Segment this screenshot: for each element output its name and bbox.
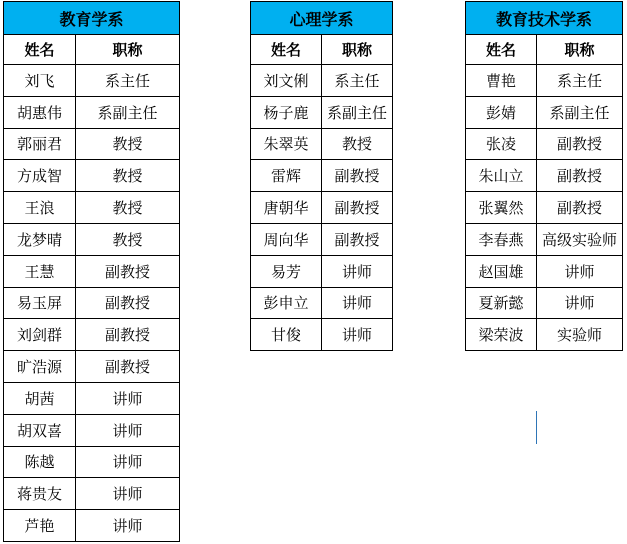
table-row <box>4 128 180 160</box>
cell-title[interactable]: 教授 <box>322 128 393 160</box>
cell-name[interactable]: 胡双喜 <box>4 414 76 446</box>
cell-title[interactable]: 副教授 <box>322 160 393 192</box>
table-row <box>251 287 393 319</box>
table-row <box>466 287 623 319</box>
table-row <box>4 160 180 192</box>
table-row <box>466 255 623 287</box>
cell-name[interactable]: 易芳 <box>251 255 322 287</box>
cell-name[interactable]: 赵国雄 <box>466 255 537 287</box>
cell-name[interactable]: 曹艳 <box>466 65 537 97</box>
cell-title[interactable]: 副教授 <box>76 255 180 287</box>
dept-title: 心理学系 <box>251 2 393 35</box>
table-row <box>466 319 623 351</box>
table-row <box>4 65 180 97</box>
table-row <box>4 96 180 128</box>
cell-name[interactable]: 李春燕 <box>466 223 537 255</box>
cell-title[interactable]: 副教授 <box>537 192 623 224</box>
cell-name[interactable]: 旷浩源 <box>4 351 76 383</box>
cell-name[interactable]: 杨子鹿 <box>251 96 322 128</box>
cell-title[interactable]: 讲师 <box>76 382 180 414</box>
column-header-title: 职称 <box>322 35 393 65</box>
cell-name[interactable]: 周向华 <box>251 223 322 255</box>
cell-name[interactable]: 刘剑群 <box>4 319 76 351</box>
cell-title[interactable]: 讲师 <box>322 319 393 351</box>
cell-name[interactable]: 雷辉 <box>251 160 322 192</box>
cell-title[interactable]: 副教授 <box>76 287 180 319</box>
cell-title[interactable]: 教授 <box>76 160 180 192</box>
cell-title[interactable]: 系主任 <box>537 65 623 97</box>
cell-name[interactable]: 彭婧 <box>466 96 537 128</box>
cell-name[interactable]: 易玉屏 <box>4 287 76 319</box>
cell-title[interactable]: 教授 <box>76 192 180 224</box>
table-row <box>4 192 180 224</box>
column-header-name: 姓名 <box>4 35 76 65</box>
dept-title: 教育学系 <box>4 2 180 35</box>
cell-title[interactable]: 讲师 <box>76 478 180 510</box>
cell-name[interactable]: 彭申立 <box>251 287 322 319</box>
table-row <box>251 96 393 128</box>
cell-name[interactable]: 胡惠伟 <box>4 96 76 128</box>
cell-title[interactable]: 讲师 <box>76 510 180 542</box>
table-edtech-dept <box>465 1 623 351</box>
cell-name[interactable]: 梁荣波 <box>466 319 537 351</box>
table-row <box>251 128 393 160</box>
table-row <box>466 160 623 192</box>
cell-title[interactable]: 讲师 <box>537 255 623 287</box>
cell-title[interactable]: 系副主任 <box>537 96 623 128</box>
table-row <box>251 160 393 192</box>
cell-name[interactable]: 郭丽君 <box>4 128 76 160</box>
column-header-name: 姓名 <box>466 35 537 65</box>
cell-title[interactable]: 讲师 <box>322 287 393 319</box>
table-row <box>251 319 393 351</box>
cell-title[interactable]: 教授 <box>76 128 180 160</box>
cell-title[interactable]: 讲师 <box>537 287 623 319</box>
cell-title[interactable]: 副教授 <box>537 160 623 192</box>
cell-name[interactable]: 刘飞 <box>4 65 76 97</box>
cell-name[interactable]: 胡茜 <box>4 382 76 414</box>
cell-title[interactable]: 讲师 <box>76 446 180 478</box>
table-row <box>4 414 180 446</box>
table-psychology-dept <box>250 1 393 351</box>
table-row <box>4 446 180 478</box>
cell-title[interactable]: 教授 <box>76 223 180 255</box>
cell-title[interactable]: 讲师 <box>76 414 180 446</box>
table-row <box>466 128 623 160</box>
table-row <box>251 255 393 287</box>
cell-title[interactable]: 讲师 <box>322 255 393 287</box>
table-row <box>4 223 180 255</box>
cell-name[interactable]: 龙梦晴 <box>4 223 76 255</box>
table-row <box>466 192 623 224</box>
cell-title[interactable]: 副教授 <box>322 223 393 255</box>
cell-name[interactable]: 刘文俐 <box>251 65 322 97</box>
cell-name[interactable]: 蒋贵友 <box>4 478 76 510</box>
cell-name[interactable]: 夏新懿 <box>466 287 537 319</box>
cell-name[interactable]: 朱山立 <box>466 160 537 192</box>
table-row <box>4 510 180 542</box>
cell-name[interactable]: 方成智 <box>4 160 76 192</box>
table-row <box>251 223 393 255</box>
table-row <box>4 319 180 351</box>
cell-name[interactable]: 张翼然 <box>466 192 537 224</box>
table-row <box>251 192 393 224</box>
cell-title[interactable]: 高级实验师 <box>537 223 623 255</box>
column-header-title: 职称 <box>76 35 180 65</box>
cell-title[interactable]: 副教授 <box>322 192 393 224</box>
cell-name[interactable]: 芦艳 <box>4 510 76 542</box>
cell-name[interactable]: 张凌 <box>466 128 537 160</box>
table-row <box>4 478 180 510</box>
cell-title[interactable]: 副教授 <box>537 128 623 160</box>
table-education-dept <box>3 1 180 542</box>
dept-title: 教育技术学系 <box>466 2 623 35</box>
cell-title[interactable]: 副教授 <box>76 351 180 383</box>
cell-title[interactable]: 系副主任 <box>322 96 393 128</box>
column-header-title: 职称 <box>537 35 623 65</box>
cell-title[interactable]: 副教授 <box>76 319 180 351</box>
cell-title[interactable]: 系主任 <box>322 65 393 97</box>
table-row <box>4 382 180 414</box>
table-row <box>4 351 180 383</box>
cell-name[interactable]: 王慧 <box>4 255 76 287</box>
table-row <box>4 255 180 287</box>
cell-title[interactable]: 实验师 <box>537 319 623 351</box>
cell-name[interactable]: 陈越 <box>4 446 76 478</box>
cell-name[interactable]: 甘俊 <box>251 319 322 351</box>
table-row <box>466 96 623 128</box>
column-header-name: 姓名 <box>251 35 322 65</box>
table-row <box>251 65 393 97</box>
cell-title[interactable]: 系主任 <box>76 65 180 97</box>
cell-name[interactable]: 唐朝华 <box>251 192 322 224</box>
table-row <box>466 65 623 97</box>
cell-name[interactable]: 朱翠英 <box>251 128 322 160</box>
cell-title[interactable]: 系副主任 <box>76 96 180 128</box>
table-row <box>4 287 180 319</box>
text-cursor <box>536 411 537 444</box>
table-row <box>466 223 623 255</box>
cell-name[interactable]: 王浪 <box>4 192 76 224</box>
